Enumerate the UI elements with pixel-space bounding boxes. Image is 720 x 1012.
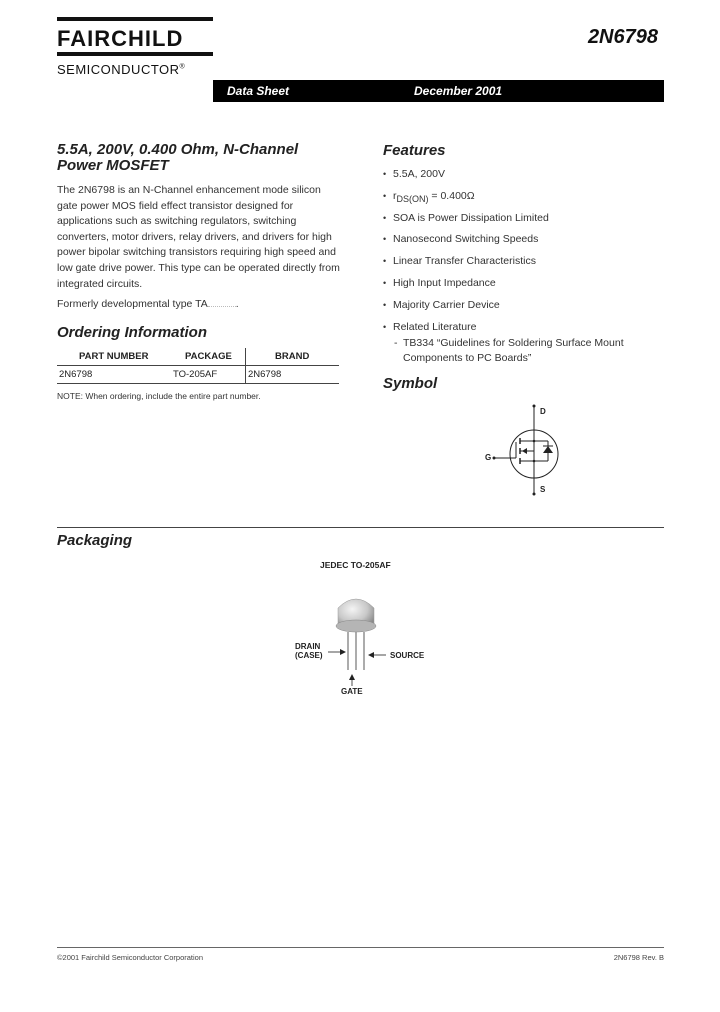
symbol-heading: Symbol xyxy=(383,375,438,392)
table-header-row xyxy=(57,348,339,366)
logo-bottom-bar xyxy=(57,52,213,56)
cell-part: 2N6798 xyxy=(59,369,93,380)
col-package: PACKAGE xyxy=(185,351,232,362)
header-bar xyxy=(213,80,664,102)
package-label: JEDEC TO-205AF xyxy=(320,560,391,570)
source-label: SOURCE xyxy=(390,651,425,660)
source-pin-label: S xyxy=(540,485,546,494)
footer-copyright: ©2001 Fairchild Semiconductor Corporation xyxy=(57,953,204,962)
section-divider xyxy=(57,527,664,528)
list-item: • Majority Carrier Device xyxy=(383,298,500,311)
description: The 2N6798 is an N-Channel enhancement mode silicon gate power MOS field effect transistor designed for applications such as switching regulators, switching converters, motor drivers, relay drivers, and drivers for high power bipolar switching transistors requiring high speed and low gate drive power. This type can be operated directly from integrated circuits. xyxy=(57,184,340,290)
logo-subtitle: SEMICONDUCTOR® xyxy=(57,62,186,77)
list-item: • Nanosecond Switching Speeds xyxy=(383,233,539,246)
list-item: • High Input Impedance xyxy=(383,276,496,289)
cell-brand: 2N6798 xyxy=(248,369,282,380)
table-divider xyxy=(245,348,246,383)
ordering-note: NOTE: When ordering, include the entire part number. xyxy=(57,391,261,401)
ordering-table xyxy=(57,348,339,384)
list-item: • SOA is Power Dissipation Limited xyxy=(383,211,549,224)
part-number-title: 2N6798 xyxy=(587,26,658,48)
gate-pin-label: G xyxy=(485,453,492,462)
list-item: • $r_{DS(ON)} = 0.400\Omega$ xyxy=(383,189,475,204)
features-list xyxy=(383,167,549,341)
cell-package: TO-205AF xyxy=(173,369,218,380)
table-row xyxy=(57,366,339,384)
related-literature-item: - TB334 “Guidelines for Soldering Surface Mount Components to PC Boards” xyxy=(394,337,624,364)
gate-label: GATE xyxy=(341,687,363,696)
features-heading: Features xyxy=(383,142,446,159)
list-item: • Related Literature xyxy=(383,320,477,333)
document-title: 5.5A, 200V, 0.400 Ohm, N-Channel Power MOSFET xyxy=(57,141,299,174)
drain-label: DRAIN (CASE) xyxy=(295,642,323,660)
footer-revision: 2N6798 Rev. B xyxy=(613,953,664,962)
logo-text: FAIRCHILD xyxy=(57,26,184,51)
header-date: December 2001 xyxy=(414,84,503,98)
drain-pin-label: D xyxy=(540,407,546,416)
logo-top-bar xyxy=(57,17,213,21)
formerly-text: Formerly developmental type TA . xyxy=(57,298,239,310)
list-item: • 5.5A, 200V xyxy=(383,168,445,180)
col-part-number: PART NUMBER xyxy=(79,351,149,362)
ordering-heading: Ordering Information xyxy=(57,324,207,341)
col-brand: BRAND xyxy=(275,351,310,362)
packaging-heading: Packaging xyxy=(57,532,133,549)
header-label: Data Sheet xyxy=(227,84,290,98)
mosfet-symbol xyxy=(480,402,560,498)
list-item: • Linear Transfer Characteristics xyxy=(383,255,536,268)
footer-divider xyxy=(57,947,664,948)
